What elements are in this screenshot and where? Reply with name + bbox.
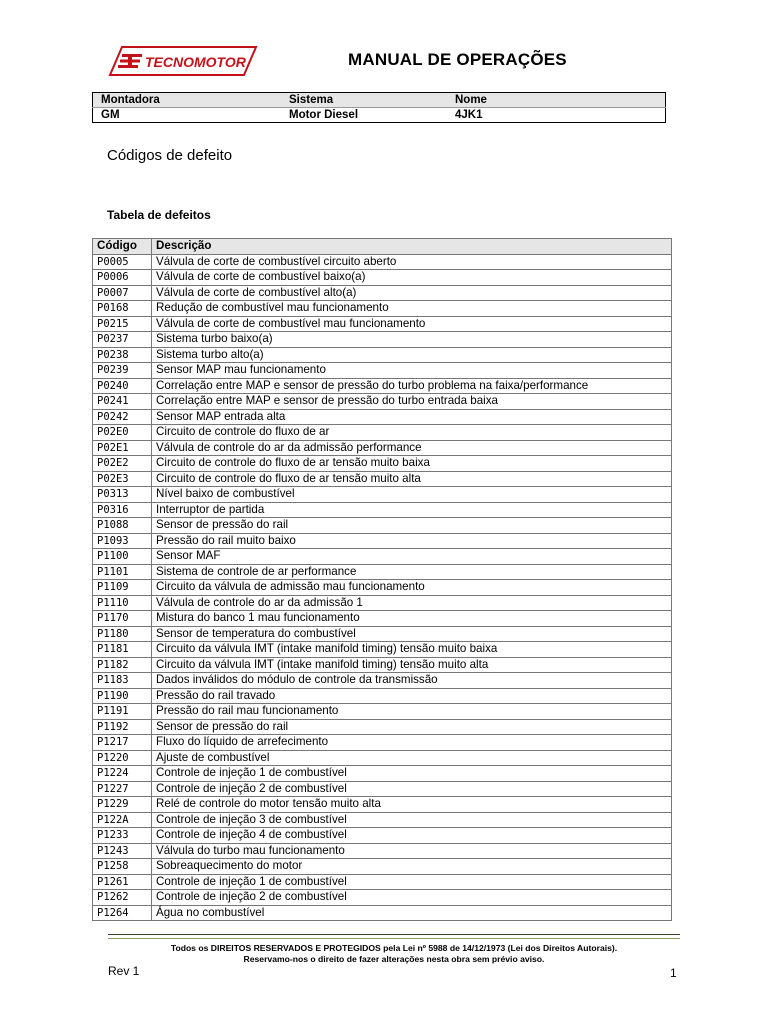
fault-code: P1182 — [93, 657, 152, 673]
footer-divider — [108, 934, 680, 935]
fault-code: P0168 — [93, 301, 152, 317]
table-row — [93, 363, 672, 379]
table-row — [93, 704, 672, 720]
table-row — [93, 874, 672, 890]
fault-description: Circuito da válvula IMT (intake manifold timing) tensão muito alta — [152, 657, 672, 673]
table-row — [93, 642, 672, 658]
table-row — [93, 254, 672, 270]
fault-code: P1217 — [93, 735, 152, 751]
fault-description: Sistema turbo alto(a) — [152, 347, 672, 363]
fault-description: Redução de combustível mau funcionamento — [152, 301, 672, 317]
fault-description: Válvula de corte de combustível alto(a) — [152, 285, 672, 301]
fault-code: P1100 — [93, 549, 152, 565]
fault-code: P0215 — [93, 316, 152, 332]
table-row — [93, 378, 672, 394]
fault-description: Ajuste de combustível — [152, 750, 672, 766]
fault-description: Válvula de controle do ar da admissão 1 — [152, 595, 672, 611]
fault-code: P1180 — [93, 626, 152, 642]
info-value-sistema: Motor Diesel — [289, 109, 359, 121]
info-label-sistema: Sistema — [281, 93, 447, 108]
table-row — [93, 890, 672, 906]
table-row — [93, 843, 672, 859]
table-row — [93, 456, 672, 472]
fault-description: Controle de injeção 4 de combustível — [152, 828, 672, 844]
fault-description: Sensor MAF — [152, 549, 672, 565]
fault-code: P1109 — [93, 580, 152, 596]
fault-description: Dados inválidos do módulo de controle da transmissão — [152, 673, 672, 689]
revision-label: Rev 1 — [108, 964, 140, 978]
table-row — [93, 580, 672, 596]
info-value-row — [93, 108, 666, 123]
fault-description: Controle de injeção 3 de combustível — [152, 812, 672, 828]
table-row — [93, 657, 672, 673]
fault-code: P1220 — [93, 750, 152, 766]
fault-description: Mistura do banco 1 mau funcionamento — [152, 611, 672, 627]
table-row — [93, 487, 672, 503]
fault-code: P1181 — [93, 642, 152, 658]
table-row — [93, 502, 672, 518]
column-header-code: Código — [93, 239, 152, 255]
fault-description: Sensor MAP entrada alta — [152, 409, 672, 425]
fault-description: Relé de controle do motor tensão muito alta — [152, 797, 672, 813]
fault-code: P1183 — [93, 673, 152, 689]
footer-notice: Reservamo-nos o direito de fazer alterações nesta obra sem prévio aviso. — [243, 954, 545, 964]
fault-code: P1101 — [93, 564, 152, 580]
fault-description: Correlação entre MAP e sensor de pressão do turbo entrada baixa — [152, 394, 672, 410]
info-value-nome: 4JK1 — [455, 109, 483, 121]
column-header-description: Descrição — [152, 239, 672, 255]
fault-description: Circuito de controle do fluxo de ar — [152, 425, 672, 441]
table-row — [93, 750, 672, 766]
fault-description: Pressão do rail muito baixo — [152, 533, 672, 549]
fault-description: Nível baixo de combustível — [152, 487, 672, 503]
fault-code: P02E2 — [93, 456, 152, 472]
fault-description: Correlação entre MAP e sensor de pressão do turbo problema na faixa/performance — [152, 378, 672, 394]
fault-description: Sistema turbo baixo(a) — [152, 332, 672, 348]
table-row — [93, 719, 672, 735]
fault-code: P02E3 — [93, 471, 152, 487]
fault-description: Pressão do rail travado — [152, 688, 672, 704]
table-row — [93, 533, 672, 549]
table-row — [93, 285, 672, 301]
fault-description: Sensor de pressão do rail — [152, 719, 672, 735]
fault-description: Sensor de pressão do rail — [152, 518, 672, 534]
table-row — [93, 905, 672, 921]
fault-description: Válvula de controle do ar da admissão performance — [152, 440, 672, 456]
fault-description: Interruptor de partida — [152, 502, 672, 518]
fault-description: Circuito da válvula IMT (intake manifold timing) tensão muito baixa — [152, 642, 672, 658]
info-header-row — [93, 93, 666, 108]
table-row — [93, 859, 672, 875]
table-row — [93, 301, 672, 317]
fault-code: P1229 — [93, 797, 152, 813]
fault-code: P0316 — [93, 502, 152, 518]
manual-title: MANUAL DE OPERAÇÕES — [348, 50, 567, 69]
fault-code: P1258 — [93, 859, 152, 875]
fault-code: P1190 — [93, 688, 152, 704]
tecnomotor-logo — [108, 44, 258, 78]
table-row — [93, 471, 672, 487]
page-number: 1 — [670, 966, 677, 980]
table-row — [93, 626, 672, 642]
table-row — [93, 440, 672, 456]
table-row — [93, 812, 672, 828]
fault-code: P1088 — [93, 518, 152, 534]
fault-code: P1170 — [93, 611, 152, 627]
fault-code: P0005 — [93, 254, 152, 270]
table-row — [93, 270, 672, 286]
table-row — [93, 425, 672, 441]
fault-code: P1264 — [93, 905, 152, 921]
fault-description: Pressão do rail mau funcionamento — [152, 704, 672, 720]
table-row — [93, 595, 672, 611]
fault-description: Circuito de controle do fluxo de ar tensão muito alta — [152, 471, 672, 487]
table-title: Tabela de defeitos — [107, 208, 211, 222]
fault-description: Fluxo do líquido de arrefecimento — [152, 735, 672, 751]
info-value-montadora: GM — [101, 109, 120, 121]
table-row — [93, 316, 672, 332]
fault-code: P02E0 — [93, 425, 152, 441]
fault-description: Controle de injeção 2 de combustível — [152, 890, 672, 906]
fault-code: P0238 — [93, 347, 152, 363]
fault-description: Sensor de temperatura do combustível — [152, 626, 672, 642]
fault-code: P0237 — [93, 332, 152, 348]
table-row — [93, 564, 672, 580]
vehicle-info-table — [92, 92, 666, 123]
fault-description: Válvula de corte de combustível mau funcionamento — [152, 316, 672, 332]
fault-code: P1110 — [93, 595, 152, 611]
table-row — [93, 688, 672, 704]
fault-code: P0242 — [93, 409, 152, 425]
fault-code: P0006 — [93, 270, 152, 286]
fault-description: Controle de injeção 1 de combustível — [152, 874, 672, 890]
fault-code: P0241 — [93, 394, 152, 410]
codes-header-row — [93, 239, 672, 255]
fault-code: P0313 — [93, 487, 152, 503]
fault-code: P0007 — [93, 285, 152, 301]
table-row — [93, 735, 672, 751]
fault-code: P1093 — [93, 533, 152, 549]
codes-body — [93, 254, 672, 921]
fault-description: Água no combustível — [152, 905, 672, 921]
fault-code: P1227 — [93, 781, 152, 797]
table-row — [93, 828, 672, 844]
fault-code: P1191 — [93, 704, 152, 720]
fault-code: P1261 — [93, 874, 152, 890]
fault-description: Sensor MAP mau funcionamento — [152, 363, 672, 379]
table-row — [93, 518, 672, 534]
info-label-nome: Nome — [447, 93, 666, 108]
footer-copyright: Todos os DIREITOS RESERVADOS E PROTEGIDOS pela Lei nº 5988 de 14/12/1973 (Lei dos Direitos Autorais). — [170, 943, 618, 953]
table-row — [93, 611, 672, 627]
info-label-montadora: Montadora — [93, 93, 282, 108]
fault-description: Circuito da válvula de admissão mau funcionamento — [152, 580, 672, 596]
footer-divider-thin — [108, 938, 680, 939]
fault-code: P1224 — [93, 766, 152, 782]
fault-description: Circuito de controle do fluxo de ar tensão muito baixa — [152, 456, 672, 472]
table-row — [93, 781, 672, 797]
fault-description: Válvula do turbo mau funcionamento — [152, 843, 672, 859]
fault-description: Sobreaquecimento do motor — [152, 859, 672, 875]
table-row — [93, 549, 672, 565]
logo-brand-text: TECNOMOTOR — [145, 54, 246, 70]
fault-code: P0240 — [93, 378, 152, 394]
fault-code: P1192 — [93, 719, 152, 735]
table-row — [93, 673, 672, 689]
fault-code: P1243 — [93, 843, 152, 859]
table-row — [93, 347, 672, 363]
fault-description: Controle de injeção 1 de combustível — [152, 766, 672, 782]
fault-code: P1233 — [93, 828, 152, 844]
fault-code: P02E1 — [93, 440, 152, 456]
fault-codes-table — [92, 238, 672, 921]
fault-code: P1262 — [93, 890, 152, 906]
fault-description: Válvula de corte de combustível baixo(a) — [152, 270, 672, 286]
table-row — [93, 409, 672, 425]
fault-description: Válvula de corte de combustível circuito aberto — [152, 254, 672, 270]
fault-description: Controle de injeção 2 de combustível — [152, 781, 672, 797]
table-row — [93, 394, 672, 410]
table-row — [93, 766, 672, 782]
table-row — [93, 332, 672, 348]
fault-code: P122A — [93, 812, 152, 828]
fault-description: Sistema de controle de ar performance — [152, 564, 672, 580]
section-title: Códigos de defeito — [107, 147, 233, 164]
table-row — [93, 797, 672, 813]
fault-code: P0239 — [93, 363, 152, 379]
